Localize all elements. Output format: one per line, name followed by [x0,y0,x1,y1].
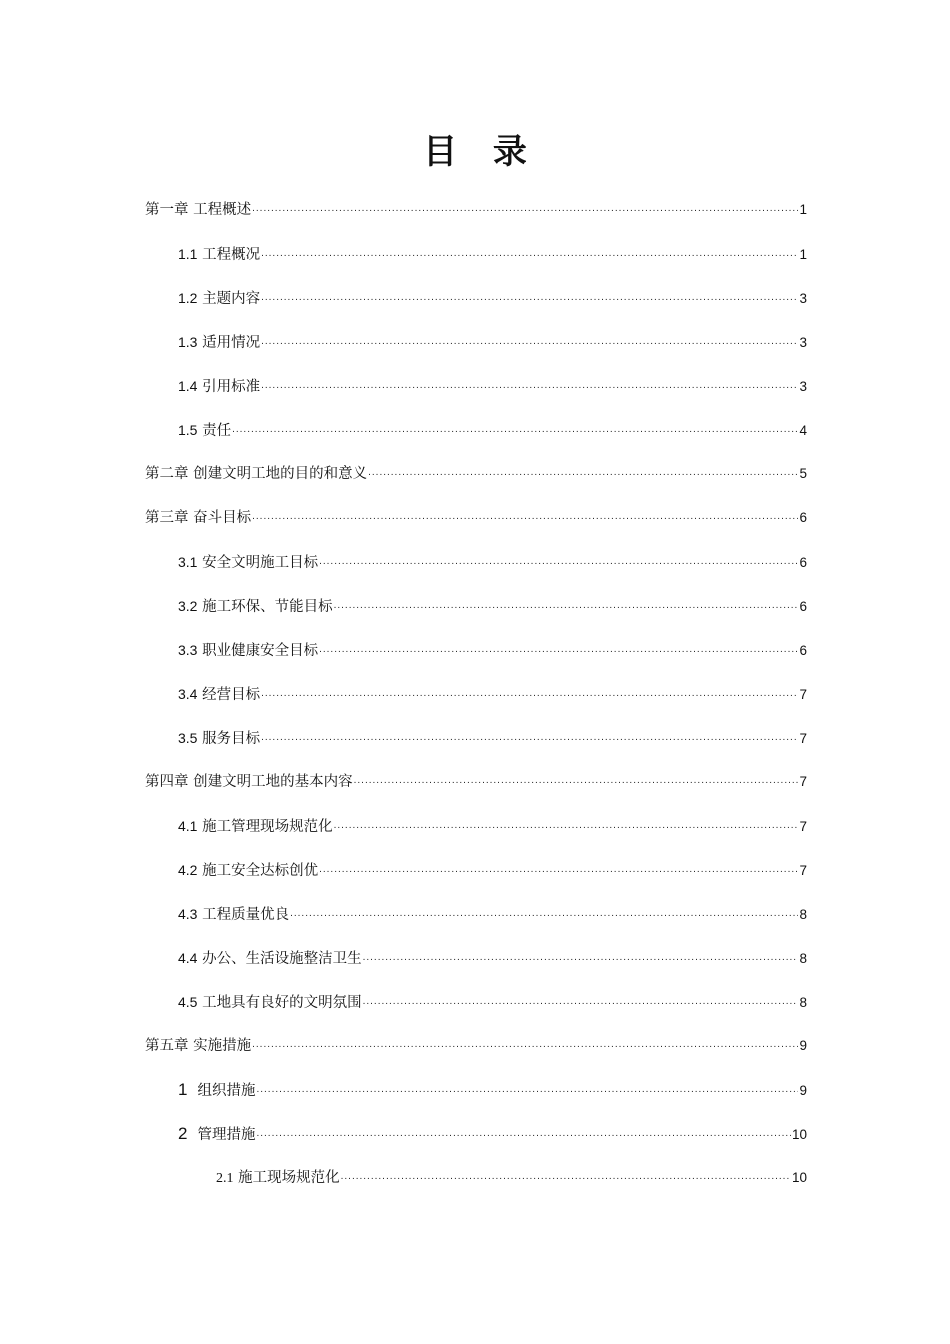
toc-page-number: 9 [799,1038,807,1053]
dot-leader [319,858,798,882]
toc-page-number: 4 [799,423,807,438]
toc-entry-text: 施工安全达标创优 [202,863,319,879]
toc-entry-label [178,814,333,839]
toc-entry-number: 1.1 [178,246,198,262]
toc-entry-label [178,286,260,311]
dot-leader [354,769,799,793]
toc-page-number: 3 [799,335,807,350]
toc-page-number: 6 [799,555,807,570]
toc-entry-label [178,374,260,399]
toc-entry-text: 施工环保、节能目标 [202,599,333,615]
toc-page-number: 5 [799,466,807,481]
toc-page-number: 1 [799,202,807,217]
toc-entry-label [178,726,260,751]
toc-entry-text: 经营目标 [202,687,261,703]
toc-title: 目 录 [423,132,539,172]
toc-entry-label [216,1166,340,1191]
toc-entry-3-4[interactable] [178,682,807,706]
toc-entry-5-2[interactable] [178,1122,807,1146]
toc-entry-1-2[interactable] [178,286,807,310]
toc-entry-1-1[interactable] [178,242,807,266]
toc-page-number: 8 [799,995,807,1010]
toc-page-number: 7 [799,819,807,834]
toc-entry-number: 1.4 [178,378,198,394]
toc-entry-4-4[interactable] [178,946,807,970]
toc-entry-label [178,418,231,443]
toc-entry-number: 1 [178,1080,188,1099]
toc-entry-label [178,990,362,1015]
toc-entry-label [178,946,362,971]
toc-page-number: 10 [791,1127,807,1142]
toc-entry-label [178,330,260,355]
toc-entry-number: 4.3 [178,906,198,922]
toc-entry-chapter-1[interactable] [145,198,807,222]
toc-page-number: 3 [799,379,807,394]
dot-leader [368,461,798,485]
toc-entry-text: 工程概况 [202,247,261,263]
toc-entry-text: 组织措施 [197,1083,256,1099]
toc-entry-text: 责任 [202,423,232,439]
toc-entry-4-2[interactable] [178,858,807,882]
toc-entry-text: 职业健康安全目标 [202,643,319,659]
dot-leader [341,1165,791,1189]
toc-entry-number: 3.4 [178,686,198,702]
toc-entry-number: 1.5 [178,422,198,438]
dot-leader [261,330,798,354]
toc-entry-3-3[interactable] [178,638,807,662]
toc-page-number: 1 [799,247,807,262]
toc-entry-number: 1.3 [178,334,198,350]
dot-leader [261,682,798,706]
toc-entry-label [178,1122,255,1147]
toc-entry-label [178,858,318,883]
toc-entry-label [178,682,260,707]
toc-page-number: 10 [791,1170,807,1185]
dot-leader [261,286,798,310]
toc-page-number: 7 [799,731,807,746]
toc-entry-text: 适用情况 [202,335,261,351]
toc-entry-label: 第二章 创建文明工地的目的和意义 [145,466,368,482]
dot-leader [261,242,798,266]
toc-page-number: 7 [799,774,807,789]
toc-entry-5-1[interactable] [178,1078,807,1102]
toc-entry-number: 4.5 [178,994,198,1010]
toc-entry-label [178,638,318,663]
toc-entry-1-4[interactable] [178,374,807,398]
toc-entry-chapter-5[interactable] [145,1034,807,1058]
dot-leader [363,946,799,970]
toc-entry-number: 3.3 [178,642,198,658]
toc-entry-5-2-1[interactable] [216,1166,807,1190]
toc-entry-label [178,594,333,619]
toc-entry-text: 管理措施 [197,1127,256,1143]
toc-entry-number: 4.2 [178,862,198,878]
toc-entry-number: 4.1 [178,818,198,834]
toc-entry-number: 2 [178,1124,188,1143]
toc-entry-3-1[interactable] [178,550,807,574]
toc-entry-4-1[interactable] [178,814,807,838]
dot-leader [261,726,798,750]
toc-entry-3-2[interactable] [178,594,807,618]
toc-entry-text: 工程质量优良 [202,907,290,923]
toc-entry-label: 第五章 实施措施 [145,1038,252,1054]
toc-entry-1-3[interactable] [178,330,807,354]
dot-leader [319,638,798,662]
toc-entry-label [178,902,289,927]
toc-entry-text: 主题内容 [202,291,261,307]
toc-entry-text: 工地具有良好的文明氛围 [202,995,362,1011]
dot-leader [334,594,799,618]
toc-page-number: 7 [799,687,807,702]
toc-entry-4-3[interactable] [178,902,807,926]
toc-entry-label: 第一章 工程概述 [145,202,252,218]
toc-entry-text: 服务目标 [202,731,261,747]
toc-entry-number: 4.4 [178,950,198,966]
toc-entry-label: 第四章 创建文明工地的基本内容 [145,774,353,790]
toc-entry-chapter-3[interactable] [145,506,807,530]
toc-entry-text: 办公、生活设施整洁卫生 [202,951,362,967]
toc-entry-label: 第三章 奋斗目标 [145,510,252,526]
toc-entry-1-5[interactable] [178,418,807,442]
toc-entry-number: 3.2 [178,598,198,614]
toc-entry-label [178,1078,255,1103]
dot-leader [363,990,799,1014]
toc-entry-text: 施工管理现场规范化 [202,819,333,835]
dot-leader [252,505,798,529]
toc-page-number: 6 [799,599,807,614]
toc-entry-number: 2.1 [216,1171,234,1186]
toc-entry-3-5[interactable] [178,726,807,750]
toc-page-number: 7 [799,863,807,878]
dot-leader [232,418,798,442]
toc-entry-text: 施工现场规范化 [238,1170,340,1186]
toc-entry-label [178,550,318,575]
dot-leader [256,1078,798,1102]
toc-entry-chapter-2[interactable] [145,462,807,486]
toc-entry-number: 3.1 [178,554,198,570]
toc-page-number: 3 [799,291,807,306]
toc-page-number: 9 [799,1083,807,1098]
toc-entry-number: 3.5 [178,730,198,746]
toc-entry-label [178,242,260,267]
toc-page-number: 6 [799,510,807,525]
toc-entry-4-5[interactable] [178,990,807,1014]
toc-entry-text: 安全文明施工目标 [202,555,319,571]
toc-page-number: 8 [799,951,807,966]
dot-leader [252,197,798,221]
dot-leader [319,550,798,574]
dot-leader [256,1122,791,1146]
dot-leader [261,374,798,398]
dot-leader [334,814,799,838]
dot-leader [290,902,798,926]
toc-page-number: 6 [799,643,807,658]
toc-entry-number: 1.2 [178,290,198,306]
dot-leader [252,1033,798,1057]
toc-entry-chapter-4[interactable] [145,770,807,794]
toc-entry-text: 引用标准 [202,379,261,395]
toc-page-number: 8 [799,907,807,922]
